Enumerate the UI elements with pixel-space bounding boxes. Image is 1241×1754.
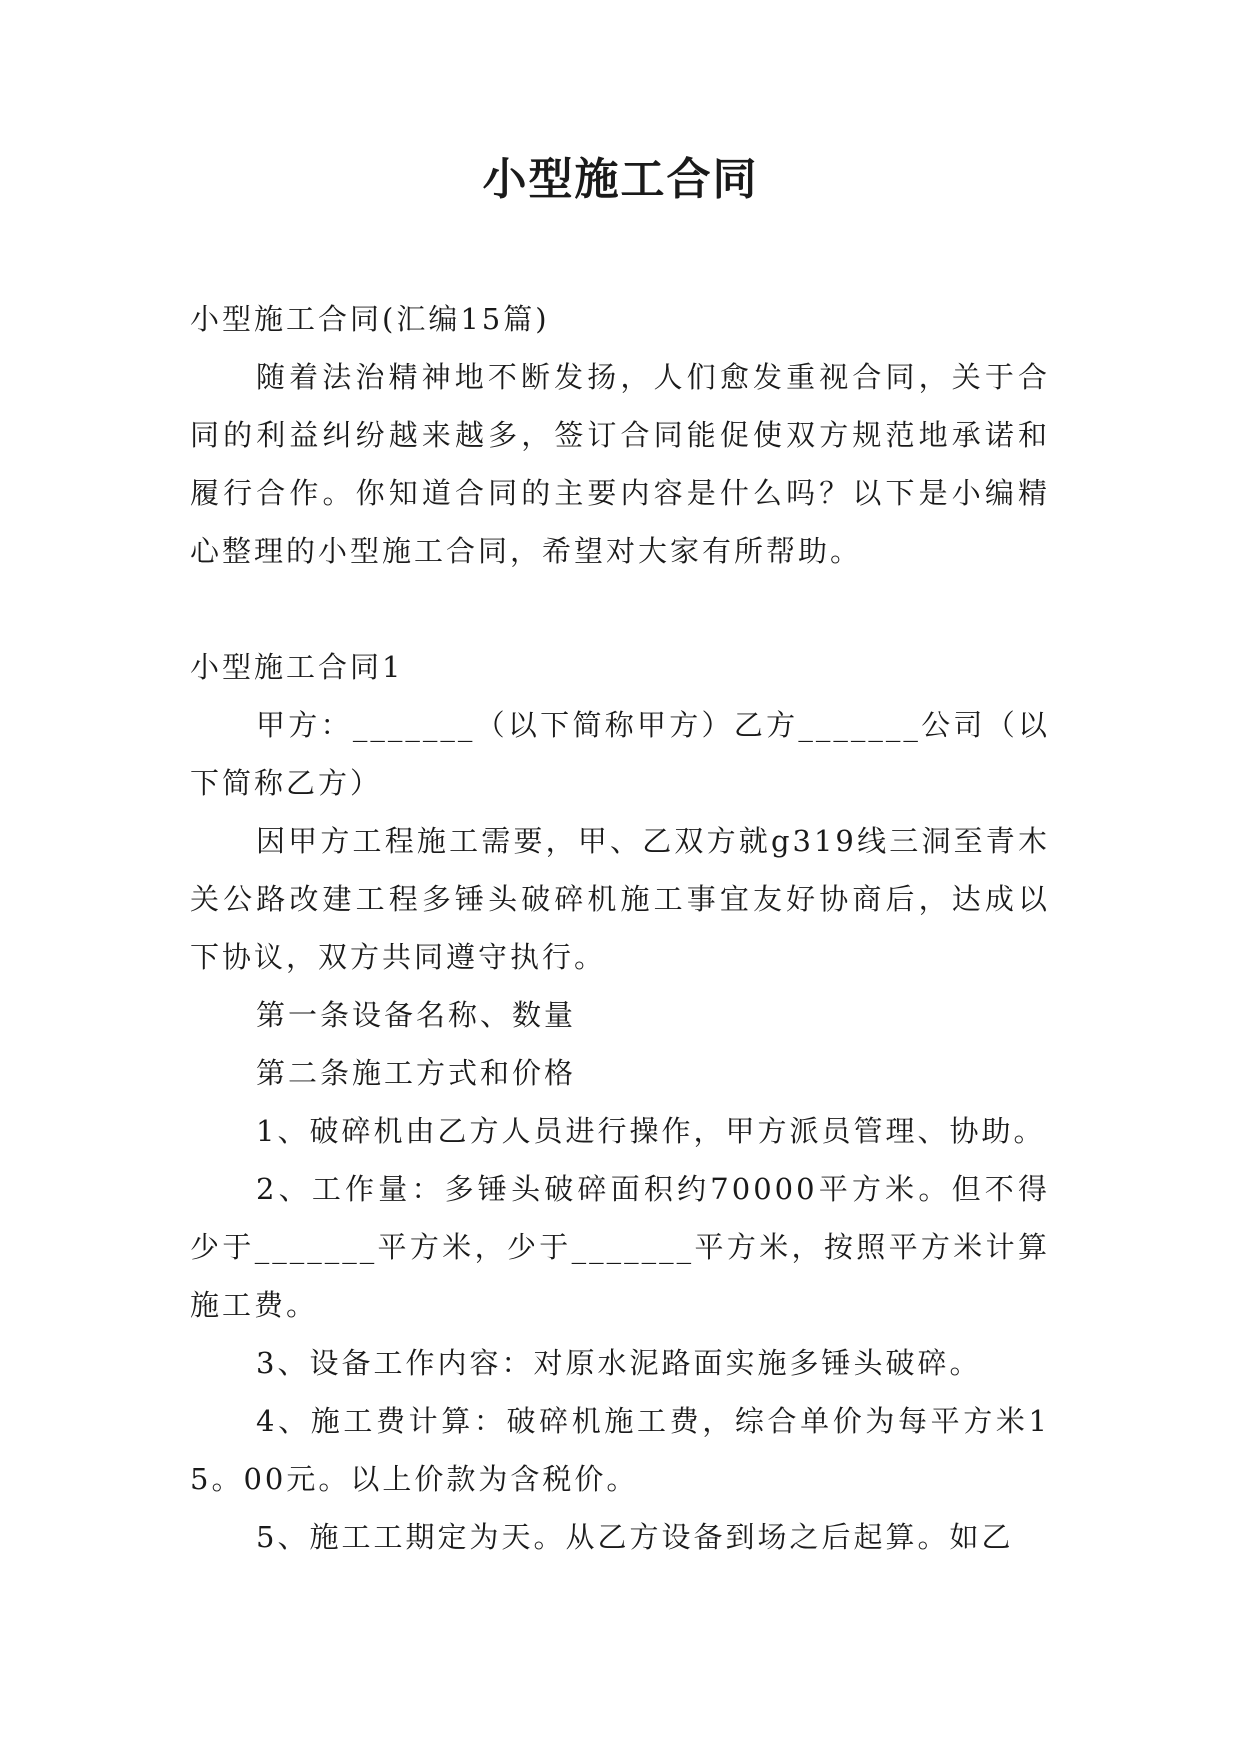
section-heading: 小型施工合同1 bbox=[190, 650, 404, 684]
clause-1: 1、破碎机由乙方人员进行操作，甲方派员管理、协助。 bbox=[256, 1114, 1046, 1148]
clause-4: 4、施工费计算：破碎机施工费，综合单价为每平方米15。00元。以上价款为含税价。 bbox=[190, 1404, 1050, 1496]
subtitle: 小型施工合同(汇编15篇) bbox=[190, 302, 550, 336]
document-body bbox=[190, 290, 1050, 1566]
spacer bbox=[190, 580, 1050, 638]
clause-3: 3、设备工作内容：对原水泥路面实施多锤头破碎。 bbox=[256, 1346, 982, 1380]
article-1-heading: 第一条设备名称、数量 bbox=[256, 998, 577, 1032]
document-title: 小型施工合同 bbox=[482, 154, 759, 205]
intro-paragraph: 随着法治精神地不断发扬，人们愈发重视合同，关于合同的利益纠纷越来越多，签订合同能促使双方规范地承诺和履行合作。你知道合同的主要内容是什么吗？以下是小编精心整理的小型施工合同，希望对大家有所帮助。 bbox=[190, 360, 1050, 568]
clause-2: 2、工作量：多锤头破碎面积约70000平方米。但不得少于_______平方米，少于_______平方米，按照平方米计算施工费。 bbox=[190, 1172, 1050, 1322]
paragraph-parties: 甲方：_______（以下简称甲方）乙方_______公司（以下简称乙方） bbox=[190, 708, 1050, 800]
clause-5: 5、施工工期定为天。从乙方设备到场之后起算。如乙 bbox=[256, 1520, 1014, 1554]
paragraph-purpose: 因甲方工程施工需要，甲、乙双方就g319线三洞至青木关公路改建工程多锤头破碎机施工事宜友好协商后，达成以下协议，双方共同遵守执行。 bbox=[190, 824, 1050, 974]
article-2-heading: 第二条施工方式和价格 bbox=[256, 1056, 577, 1090]
